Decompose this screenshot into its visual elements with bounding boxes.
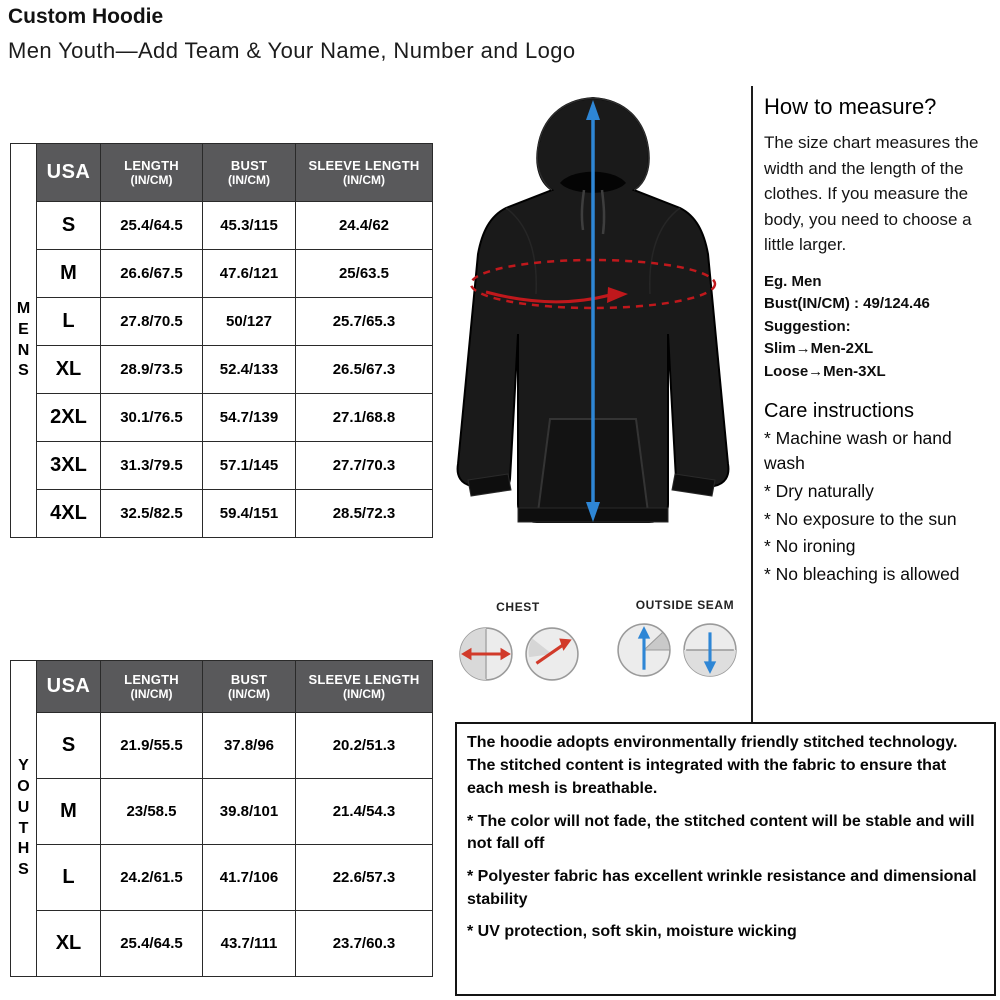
column-header-sleeve: SLEEVE LENGTH (IN/CM) [296, 144, 433, 202]
value-cell: 30.1/76.5 [101, 394, 203, 442]
value-cell: 28.5/72.3 [296, 490, 433, 538]
care-item: * Dry naturally [764, 480, 874, 501]
value-cell: 22.6/57.3 [296, 845, 433, 911]
example-line: Loose→Men-3XL [764, 362, 886, 380]
value-cell: 26.6/67.5 [101, 250, 203, 298]
fabric-features-box [455, 722, 996, 996]
value-cell: 52.4/133 [203, 346, 296, 394]
outside-seam-label: OUTSIDE SEAM [635, 598, 735, 612]
value-cell: 37.8/96 [203, 713, 296, 779]
value-cell: 50/127 [203, 298, 296, 346]
value-cell: 43.7/111 [203, 911, 296, 977]
value-cell: 54.7/139 [203, 394, 296, 442]
size-cell: S [37, 202, 101, 250]
seam-fold-up-icon [616, 622, 672, 678]
value-cell: 21.4/54.3 [296, 779, 433, 845]
care-item: * No exposure to the sun [764, 508, 957, 529]
chest-measure-icons [458, 626, 580, 682]
seam-length-down-icon [682, 622, 738, 678]
value-cell: 45.3/115 [203, 202, 296, 250]
value-cell: 41.7/106 [203, 845, 296, 911]
how-to-measure-panel [764, 94, 996, 587]
column-header-usa: USA [37, 661, 101, 713]
group-label-cell [11, 144, 37, 538]
how-to-measure-title: How to measure? [764, 94, 937, 119]
size-cell: L [37, 298, 101, 346]
chest-wrap-icon [524, 626, 580, 682]
column-header-bust: BUST (IN/CM) [203, 144, 296, 202]
column-header-sleeve: SLEEVE LENGTH (IN/CM) [296, 661, 433, 713]
value-cell: 23.7/60.3 [296, 911, 433, 977]
value-cell: 23/58.5 [101, 779, 203, 845]
size-cell: 4XL [37, 490, 101, 538]
feature-bullet: * Polyester fabric has excellent wrinkle resistance and dimensional stability [467, 868, 977, 908]
value-cell: 21.9/55.5 [101, 713, 203, 779]
table-row [11, 394, 433, 442]
page-subtitle: Men Youth—Add Team & Your Name, Number and Logo [8, 38, 576, 63]
value-cell: 25.4/64.5 [101, 911, 203, 977]
size-cell: XL [37, 346, 101, 394]
size-cell: XL [37, 911, 101, 977]
column-header-usa: USA [37, 144, 101, 202]
youth-size-table [10, 660, 433, 977]
group-label: YOUTHS [17, 757, 30, 879]
value-cell: 47.6/121 [203, 250, 296, 298]
column-header-bust: BUST (IN/CM) [203, 661, 296, 713]
table-row [11, 490, 433, 538]
size-cell: L [37, 845, 101, 911]
value-cell: 24.4/62 [296, 202, 433, 250]
care-item: * Machine wash or hand wash [764, 428, 952, 473]
value-cell: 31.3/79.5 [101, 442, 203, 490]
fabric-description: The hoodie adopts environmentally friendly stitched technology. The stitched content is integrated with the fabric to ensure that each mesh is breathable. [467, 734, 958, 798]
example-line: Suggestion: [764, 317, 851, 335]
vertical-divider [751, 86, 753, 722]
care-instructions-title: Care instructions [764, 400, 915, 422]
value-cell: 24.2/61.5 [101, 845, 203, 911]
value-cell: 32.5/82.5 [101, 490, 203, 538]
table-header-row [11, 661, 433, 713]
table-row [11, 779, 433, 845]
column-header-length: LENGTH (IN/CM) [101, 661, 203, 713]
care-item: * No bleaching is allowed [764, 564, 960, 585]
table-row [11, 250, 433, 298]
value-cell: 59.4/151 [203, 490, 296, 538]
example-line: Bust(IN/CM) : 49/124.46 [764, 295, 930, 312]
example-line: Slim→Men-2XL [764, 340, 874, 357]
value-cell: 39.8/101 [203, 779, 296, 845]
size-cell: M [37, 250, 101, 298]
value-cell: 26.5/67.3 [296, 346, 433, 394]
size-cell: M [37, 779, 101, 845]
value-cell: 25/63.5 [296, 250, 433, 298]
size-cell: S [37, 713, 101, 779]
value-cell: 20.2/51.3 [296, 713, 433, 779]
table-row [11, 442, 433, 490]
measure-description: The size chart measures the width and the length of the clothes. If you measure the body, you need to choose a little larger. [764, 133, 979, 254]
care-item: * No ironing [764, 536, 856, 557]
value-cell: 27.1/68.8 [296, 394, 433, 442]
group-label-cell [11, 661, 37, 977]
sizing-example [764, 271, 996, 384]
chest-width-icon [458, 626, 514, 682]
table-header-row [11, 144, 433, 202]
chest-label: CHEST [496, 600, 540, 614]
value-cell: 25.4/64.5 [101, 202, 203, 250]
column-header-length: LENGTH (IN/CM) [101, 144, 203, 202]
feature-bullet: * UV protection, soft skin, moisture wicking [467, 923, 797, 941]
outside-seam-icons [616, 622, 738, 678]
page-title: Custom Hoodie [8, 5, 164, 28]
value-cell: 57.1/145 [203, 442, 296, 490]
feature-bullet: * The color will not fade, the stitched content will be stable and will not fall off [467, 812, 975, 853]
hoodie-measurement-illustration [438, 84, 746, 584]
table-row [11, 713, 433, 779]
table-row [11, 845, 433, 911]
table-row [11, 346, 433, 394]
table-row [11, 202, 433, 250]
size-cell: 3XL [37, 442, 101, 490]
table-row [11, 298, 433, 346]
size-cell: 2XL [37, 394, 101, 442]
value-cell: 27.8/70.5 [101, 298, 203, 346]
value-cell: 25.7/65.3 [296, 298, 433, 346]
table-row [11, 911, 433, 977]
group-label: MENS [16, 299, 31, 380]
value-cell: 28.9/73.5 [101, 346, 203, 394]
mens-size-table [10, 143, 433, 538]
value-cell: 27.7/70.3 [296, 442, 433, 490]
example-line: Eg. Men [764, 272, 822, 290]
